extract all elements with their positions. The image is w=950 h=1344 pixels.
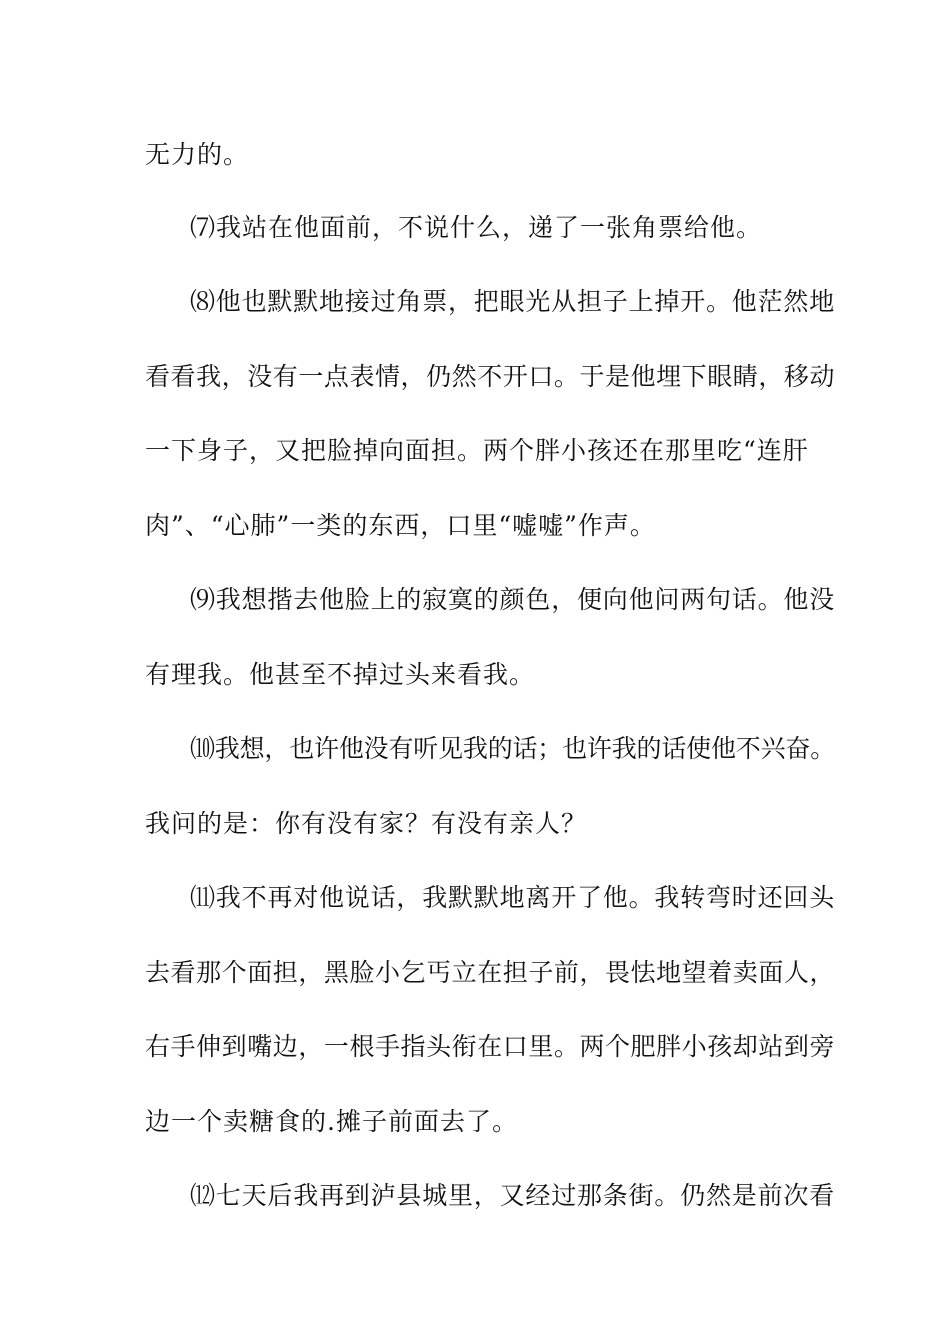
text-line: 我问的是：你有没有家？有没有亲人？ (145, 809, 588, 838)
paragraph-12: ⑿七天后我再到泸县城里，又经过那条街。仍然是前次看 (190, 1181, 836, 1210)
text-line: 右手伸到嘴边，一根手指头衔在口里。两个肥胖小孩却站到旁 (145, 1032, 836, 1061)
paragraph-9: ⑼我想揩去他脸上的寂寞的颜色，便向他问两句话。他没 (190, 585, 836, 614)
text-line: 边一个卖糖食的.摊子前面去了。 (145, 1107, 518, 1136)
paragraph-11: ⑾我不再对他说话，我默默地离开了他。我转弯时还回头 (190, 883, 836, 912)
text-line: 去看那个面担，黑脸小乞丐立在担子前，畏怯地望着卖面人， (145, 958, 836, 987)
paragraph-7: ⑺我站在他面前，不说什么，递了一张角票给他。 (190, 213, 763, 242)
paragraph-10: ⑽我想，也许他没有听见我的话；也许我的话使他不兴奋。 (190, 734, 836, 763)
text-line: 肉”、“心肺”一类的东西，口里“嘘嘘”作声。 (145, 511, 656, 540)
text-line: 一下身子，又把脸掉向面担。两个胖小孩还在那里吃“连肝 (145, 436, 809, 465)
text-line: 看看我，没有一点表情，仍然不开口。于是他埋下眼睛，移动 (145, 362, 836, 391)
paragraph-8: ⑻他也默默地接过角票，把眼光从担子上掉开。他茫然地 (190, 287, 836, 316)
text-line: 无力的。 (145, 140, 250, 169)
text-line: 有理我。他甚至不掉过头来看我。 (145, 660, 536, 689)
